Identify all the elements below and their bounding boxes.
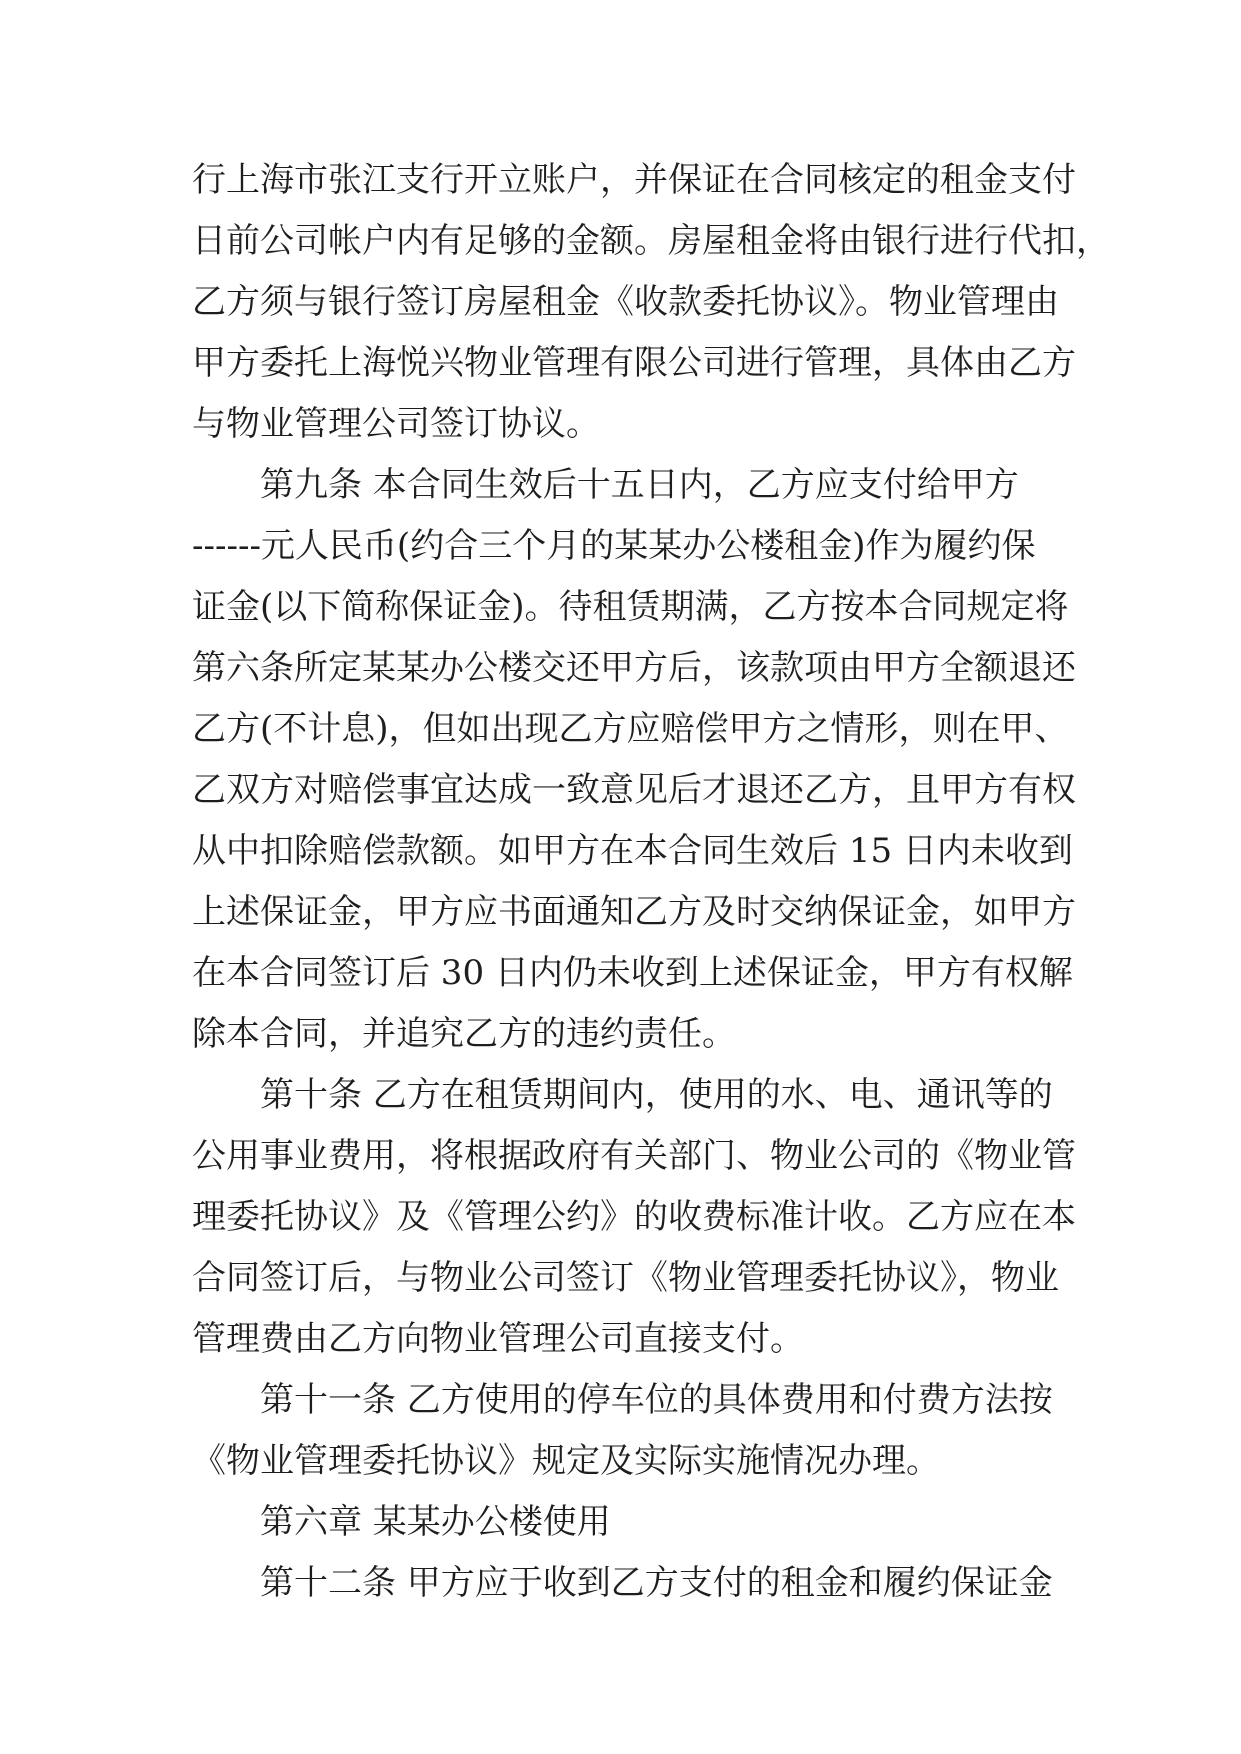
text-line: ------元人民币(约合三个月的某某办公楼租金)作为履约保 — [192, 526, 1036, 566]
chapter-6-heading: 第六章 某某办公楼使用 — [260, 1502, 611, 1542]
document-body — [192, 150, 1110, 1614]
text-line: 除本合同，并追究乙方的违约责任。 — [192, 1014, 736, 1054]
text-line: 在本合同签订后 30 日内仍未收到上述保证金，甲方有权解 — [192, 953, 1073, 993]
article-9-heading-line: 第九条 本合同生效后十五日内，乙方应支付给甲方 — [260, 465, 1019, 505]
text-line: 合同签订后，与物业公司签订《物业管理委托协议》，物业 — [192, 1258, 1059, 1298]
text-line: 公用事业费用，将根据政府有关部门、物业公司的《物业管 — [192, 1136, 1076, 1176]
text-line: 《物业管理委托协议》规定及实际实施情况办理。 — [192, 1441, 940, 1481]
text-line: 乙双方对赔偿事宜达成一致意见后才退还乙方，且甲方有权 — [192, 770, 1076, 810]
article-10-heading-line: 第十条 乙方在租赁期间内，使用的水、电、通讯等的 — [260, 1075, 1053, 1115]
text-line: 从中扣除赔偿款额。如甲方在本合同生效后 15 日内未收到 — [192, 831, 1073, 871]
text-line: 乙方须与银行签订房屋租金《收款委托协议》。物业管理由 — [192, 282, 1059, 322]
text-line: 乙方(不计息)，但如出现乙方应赔偿甲方之情形，则在甲、 — [192, 709, 1069, 749]
text-line: 日前公司帐户内有足够的金额。房屋租金将由银行进行代扣， — [192, 221, 1110, 261]
text-line: 甲方委托上海悦兴物业管理有限公司进行管理，具体由乙方 — [192, 343, 1076, 383]
text-line: 证金(以下简称保证金)。待租赁期满，乙方按本合同规定将 — [192, 587, 1069, 627]
text-line: 上述保证金，甲方应书面通知乙方及时交纳保证金，如甲方 — [192, 892, 1076, 932]
article-12-heading-line: 第十二条 甲方应于收到乙方支付的租金和履约保证金 — [260, 1563, 1053, 1603]
article-11-heading-line: 第十一条 乙方使用的停车位的具体费用和付费方法按 — [260, 1380, 1053, 1420]
text-line: 第六条所定某某办公楼交还甲方后，该款项由甲方全额退还 — [192, 648, 1076, 688]
text-line: 行上海市张江支行开立账户，并保证在合同核定的租金支付 — [192, 160, 1076, 200]
text-line: 理委托协议》及《管理公约》的收费标准计收。乙方应在本 — [192, 1197, 1076, 1237]
text-line: 管理费由乙方向物业管理公司直接支付。 — [192, 1319, 804, 1359]
text-line: 与物业管理公司签订协议。 — [192, 404, 600, 444]
